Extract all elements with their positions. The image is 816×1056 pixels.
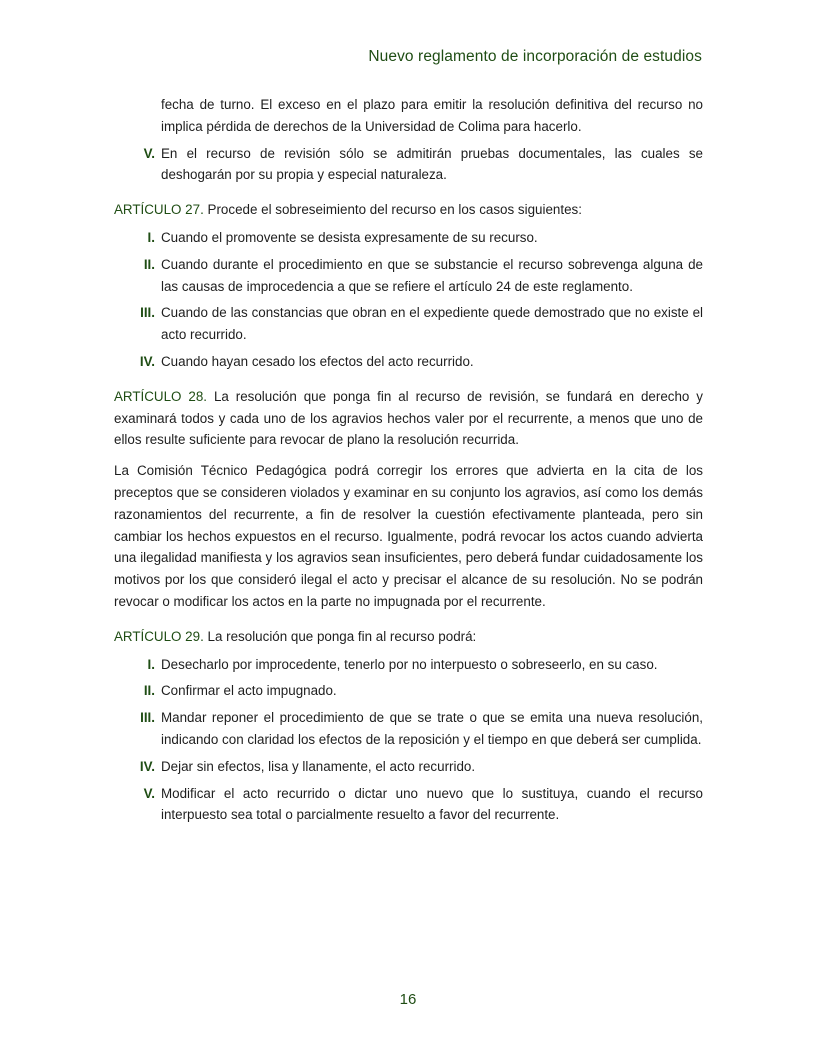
article-text: La resolución que ponga fin al recurso podrá: (203, 628, 477, 644)
item-text: fecha de turno. El exceso en el plazo para emitir la resolución definitiva del recurso no implica pérdida de derechos de la Universidad de Colima para hacerlo. (161, 97, 703, 134)
list-item (114, 143, 703, 187)
item-number: I. (147, 656, 155, 672)
running-header: Nuevo reglamento de incorporación de estudios (368, 48, 702, 65)
item-number: III. (140, 710, 155, 726)
article-29-intro (114, 626, 703, 648)
article-label: ARTÍCULO 29. (114, 628, 204, 644)
list-item (114, 756, 703, 778)
list-item-continuation (114, 94, 703, 138)
list-item (114, 654, 703, 676)
item-text: Modificar el acto recurrido o dictar uno nuevo que lo sustituya, cuando el recurso interpuesto sea total o parcialmente resuelto a favor del recurrente. (161, 785, 703, 823)
item-number: III. (140, 305, 155, 321)
list-item (114, 227, 703, 249)
list-item (114, 351, 703, 373)
item-number: I. (147, 229, 155, 245)
item-text: Dejar sin efectos, lisa y llanamente, el acto recurrido. (161, 758, 476, 774)
item-text: Confirmar el acto impugnado. (161, 683, 337, 699)
continued-list (114, 94, 703, 186)
page-number: 16 (399, 991, 417, 1008)
article-label: ARTÍCULO 28. (114, 388, 208, 404)
item-number: II. (143, 683, 155, 699)
item-number: V. (143, 785, 155, 801)
list-item (114, 783, 703, 827)
item-number: IV. (139, 758, 155, 774)
item-text: En el recurso de revisión sólo se admitirán pruebas documentales, las cuales se deshogarán por su propia y especial naturaleza. (161, 145, 703, 183)
list-item (114, 680, 703, 702)
list-item (114, 254, 703, 298)
article-label: ARTÍCULO 27. (114, 202, 204, 218)
article-28-paragraph: La Comisión Técnico Pedagógica podrá corregir los errores que advierta en la cita de los preceptos que se consideren violados y examinar en su conjunto los agravios, así como los demás razonamientos del recurrente, a fin de resolver la cuestión efectivamente planteada, pero sin cambiar los hechos expuestos en el recurso. Igualmente, podrá revocar los actos cuando advierta una ilegalidad manifiesta y los agravios sean insuficientes, pero deberá fundar cuidadosamente los motivos por los que consideró ilegal el acto y precisar el alcance de su resolución. No se podrán revocar o modificar los actos en la parte no impugnada por el recurrente. (114, 463, 703, 609)
article-29-list (114, 654, 703, 827)
item-number (114, 94, 161, 138)
item-number: II. (143, 256, 155, 272)
article-28-intro (114, 386, 703, 451)
item-text: Mandar reponer el procedimiento de que se trate o que se emita una nueva resolución, indicando con claridad los efectos de la reposición y el tiempo en que deberá ser cumplida. (161, 710, 703, 747)
article-text: La resolución que ponga fin al recurso de revisión, se fundará en derecho y examinará todos y cada uno de los agravios hechos valer por el recurrente, a menos que uno de ellos resulte suficiente para revocar de plano la resolución recurrida. (114, 388, 703, 448)
article-27-list (114, 227, 703, 373)
item-number: V. (143, 145, 155, 161)
article-27-intro (114, 199, 703, 221)
item-number: IV. (139, 353, 155, 369)
item-text: Cuando durante el procedimiento en que se substancie el recurso sobrevenga alguna de las causas de improcedencia a que se refiere el artículo 24 de este reglamento. (161, 256, 703, 294)
list-item (114, 302, 703, 346)
page-content (114, 94, 703, 835)
item-text: Cuando hayan cesado los efectos del acto recurrido. (161, 353, 474, 369)
article-text: Procede el sobreseimiento del recurso en los casos siguientes: (203, 202, 582, 218)
item-text: Cuando de las constancias que obran en el expediente quede demostrado que no existe el acto recurrido. (161, 305, 703, 343)
list-item (114, 707, 703, 751)
item-text: Cuando el promovente se desista expresamente de su recurso. (161, 229, 538, 245)
item-text: Desecharlo por improcedente, tenerlo por no interpuesto o sobreseerlo, en su caso. (161, 656, 658, 672)
